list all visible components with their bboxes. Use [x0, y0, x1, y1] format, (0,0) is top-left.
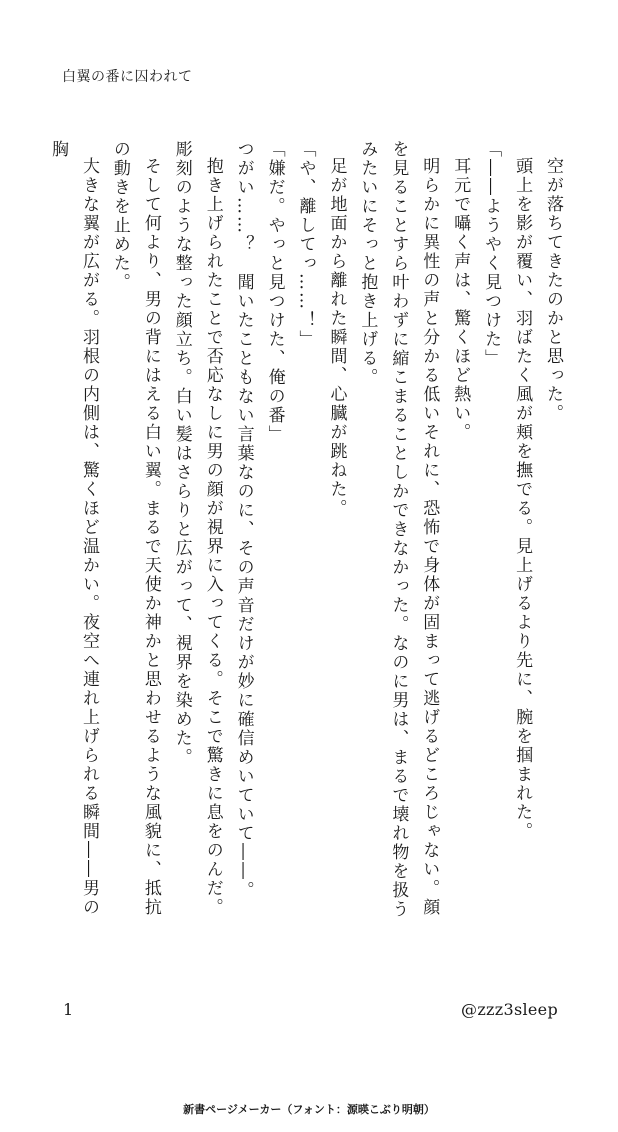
body-paragraph: 頭上を影が覆い、羽ばたく風が頬を撫でる。見上げるより先に、腕を掴まれた。 [512, 157, 533, 841]
body-paragraph: 「や、離してっ……！」 [295, 140, 316, 349]
body-paragraph: 「――ようやく見つけた」 [481, 140, 502, 368]
body-paragraph: つがい……？ 聞いたこともない言葉なのに、その声音だけが妙に確信めいていて――。 [233, 140, 254, 900]
footer-credit: 新書ページメーカー（フォント：源暎こぶり明朝） [183, 1103, 435, 1116]
novel-body-text [48, 140, 568, 930]
body-paragraph: 空が落ちてきたのかと思った。 [543, 157, 563, 423]
body-paragraph: 抱き上げられたことで否応なしに男の顔が視界に入ってくる。そこで驚きに息をのんだ。彫刻のような整った顔立ち。白い髪はさらりと広がって、視界を染めた。 [171, 140, 223, 917]
body-paragraph: 大きな翼が広がる。羽根の内側は、驚くほど温かい。夜空へ連れ上げられる瞬間――男の胸 [48, 140, 99, 917]
body-paragraph: 足が地面から離れた瞬間、心臓が跳ねた。 [326, 157, 347, 518]
body-paragraph: 「嫌だ。やっと見つけた、俺の番」 [264, 140, 285, 444]
body-paragraph: 耳元で囁く声は、驚くほど熱い。 [450, 157, 471, 442]
author-handle: @zzz3sleep [461, 1000, 558, 1019]
page-number: 1 [63, 1000, 74, 1019]
body-paragraph: そして何より、男の背にはえる白い翼。まるで天使か神かと思わせるような風貌に、抵抗の動きを止めた。 [109, 140, 161, 917]
page-title: 白翼の番に囚われて [62, 69, 193, 85]
body-paragraph: 明らかに異性の声と分かる低いそれに、恐怖で身体が固まって逃げるどころじゃない。顔を見ることすら叶わずに縮こまることしかできなかった。なのに男は、まるで壊れ物を扱うみたいにそっと抱き上げる。 [357, 140, 440, 919]
